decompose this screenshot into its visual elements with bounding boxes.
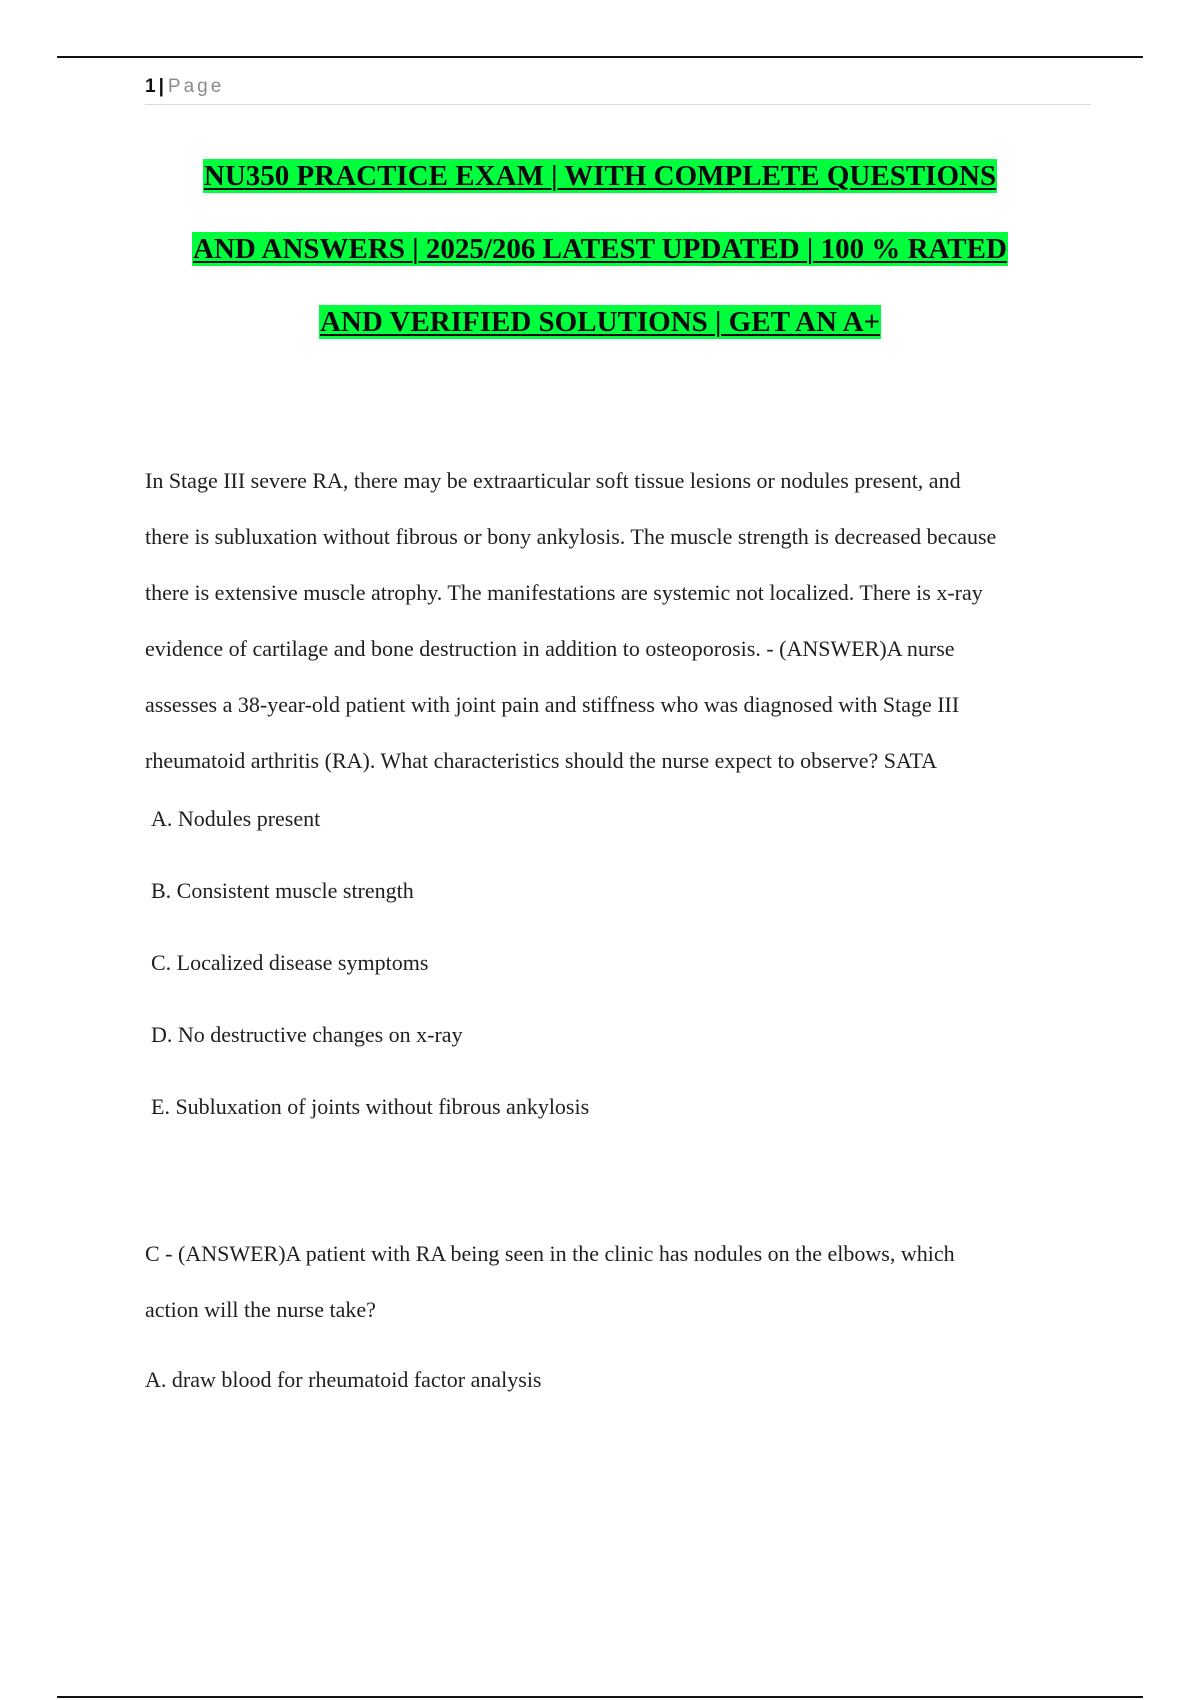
title-line-1-text: NU350 PRACTICE EXAM | WITH COMPLETE QUESTIONS: [203, 160, 997, 192]
question-1-line: evidence of cartilage and bone destruction in addition to osteoporosis. - (ANSWER)A nurse: [145, 636, 955, 661]
title-line-2-text: AND ANSWERS | 2025/206 LATEST UPDATED | 100 % RATED: [193, 233, 1007, 265]
option-b: B. Consistent muscle strength: [151, 878, 414, 903]
question-1-line: assesses a 38-year-old patient with joint pain and stiffness who was diagnosed with Stage III: [145, 692, 960, 717]
title-line-3-text: AND VERIFIED SOLUTIONS | GET AN A+: [319, 306, 881, 338]
question-2-option-a: A. draw blood for rheumatoid factor analysis: [145, 1367, 542, 1392]
title-line-1: [100, 140, 1100, 213]
question-1-line: rheumatoid arthritis (RA). What characteristics should the nurse expect to observe? SATA: [145, 748, 938, 773]
question-1-line: there is extensive muscle atrophy. The manifestations are systemic not localized. There is x-ray: [145, 580, 983, 605]
option-a: A. Nodules present: [151, 806, 321, 831]
bottom-rule: [57, 1696, 1143, 1698]
question-2-text: [145, 1226, 1095, 1338]
top-rule: [57, 56, 1143, 58]
page-separator: |: [158, 76, 164, 97]
page-header: [145, 74, 1091, 105]
page-number: 1: [145, 76, 156, 97]
question-1-options: [151, 801, 589, 1161]
question-2-line: action will the nurse take?: [145, 1297, 376, 1322]
title-line-2: [100, 213, 1100, 286]
question-1-line: In Stage III severe RA, there may be extraarticular soft tissue lesions or nodules present, and: [145, 468, 961, 493]
question-1-text: [145, 453, 1095, 789]
title-line-3: [100, 286, 1100, 359]
question-2-line: C - (ANSWER)A patient with RA being seen in the clinic has nodules on the elbows, which: [145, 1241, 955, 1266]
option-d: D. No destructive changes on x-ray: [151, 1022, 463, 1047]
question-1-line: there is subluxation without fibrous or bony ankylosis. The muscle strength is decreased because: [145, 524, 997, 549]
option-c: C. Localized disease symptoms: [151, 950, 429, 975]
option-e: E. Subluxation of joints without fibrous ankylosis: [151, 1094, 590, 1119]
document-title: [100, 140, 1100, 359]
page-label: Page: [167, 76, 225, 97]
